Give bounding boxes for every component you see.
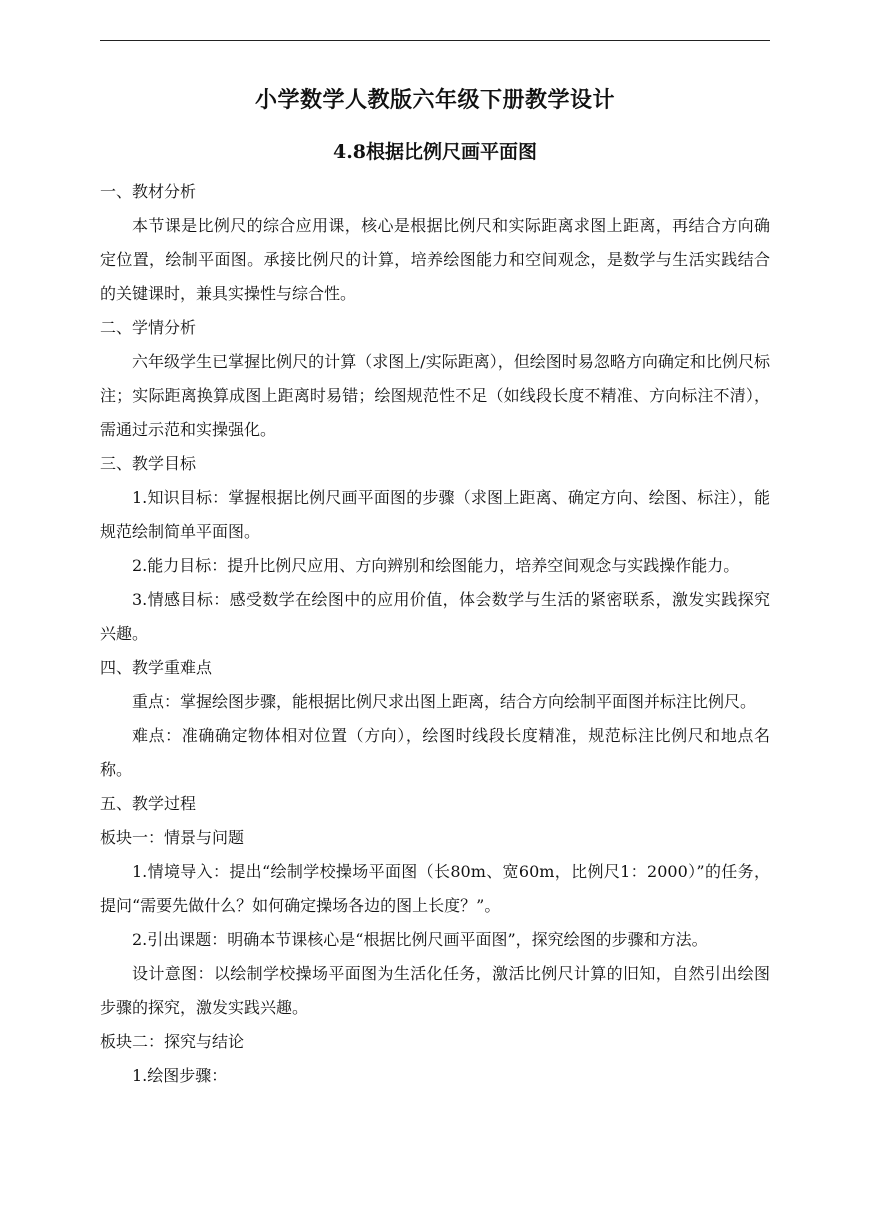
section-heading-teaching-goals: 三、教学目标 — [100, 454, 197, 473]
paragraph-scenario-intro: 1.情境导入：提出“绘制学校操场平面图（长80m、宽60m，比例尺1：2000）”的任务，提问“需要先做什么？如何确定操场各边的图上长度？”。 — [100, 862, 770, 915]
paragraph-topic-intro: 2.引出课题：明确本节课核心是“根据比例尺画平面图”，探究绘图的步骤和方法。 — [132, 930, 708, 949]
paragraph-knowledge-goal: 1.知识目标：掌握根据比例尺画平面图的步骤（求图上距离、确定方向、绘图、标注），能规范绘制简单平面图。 — [100, 488, 770, 541]
section-heading-textbook-analysis: 一、教材分析 — [100, 182, 197, 201]
section-heading-teaching-process: 五、教学过程 — [100, 794, 197, 813]
lesson-title: 4.8根据比例尺画平面图 — [332, 141, 538, 163]
header-rule — [100, 40, 770, 41]
paragraph-drawing-steps: 1.绘图步骤： — [132, 1066, 228, 1085]
document-title: 小学数学人教版六年级下册教学设计 — [254, 87, 615, 113]
paragraph-student-analysis: 六年级学生已掌握比例尺的计算（求图上/实际距离），但绘图时易忽略方向确定和比例尺标注；实际距离换算成图上距离时易错；绘图规范性不足（如线段长度不精准、方向标注不清），需通过示范和实操强化。 — [100, 352, 770, 439]
paragraph-design-intent: 设计意图：以绘制学校操场平面图为生活化任务，激活比例尺计算的旧知，自然引出绘图步骤的探究，激发实践兴趣。 — [100, 964, 770, 1017]
block-heading-scenario: 板块一：情景与问题 — [100, 828, 245, 847]
paragraph-textbook-analysis: 本节课是比例尺的综合应用课，核心是根据比例尺和实际距离求图上距离，再结合方向确定位置，绘制平面图。承接比例尺的计算，培养绘图能力和空间观念，是数学与生活实践结合的关键课时，兼具实操性与综合性。 — [100, 216, 770, 303]
block-heading-exploration: 板块二：探究与结论 — [100, 1032, 245, 1051]
paragraph-difficult-point: 难点：准确确定物体相对位置（方向），绘图时线段长度精准，规范标注比例尺和地点名称。 — [100, 726, 770, 779]
paragraph-emotion-goal: 3.情感目标：感受数学在绘图中的应用价值，体会数学与生活的紧密联系，激发实践探究兴趣。 — [100, 590, 770, 643]
section-heading-key-points: 四、教学重难点 — [100, 658, 213, 677]
paragraph-ability-goal: 2.能力目标：提升比例尺应用、方向辨别和绘图能力，培养空间观念与实践操作能力。 — [132, 556, 740, 575]
document-body — [100, 86, 770, 1093]
section-heading-student-analysis: 二、学情分析 — [100, 318, 197, 337]
paragraph-key-point: 重点：掌握绘图步骤，能根据比例尺求出图上距离，结合方向绘制平面图并标注比例尺。 — [132, 692, 757, 711]
